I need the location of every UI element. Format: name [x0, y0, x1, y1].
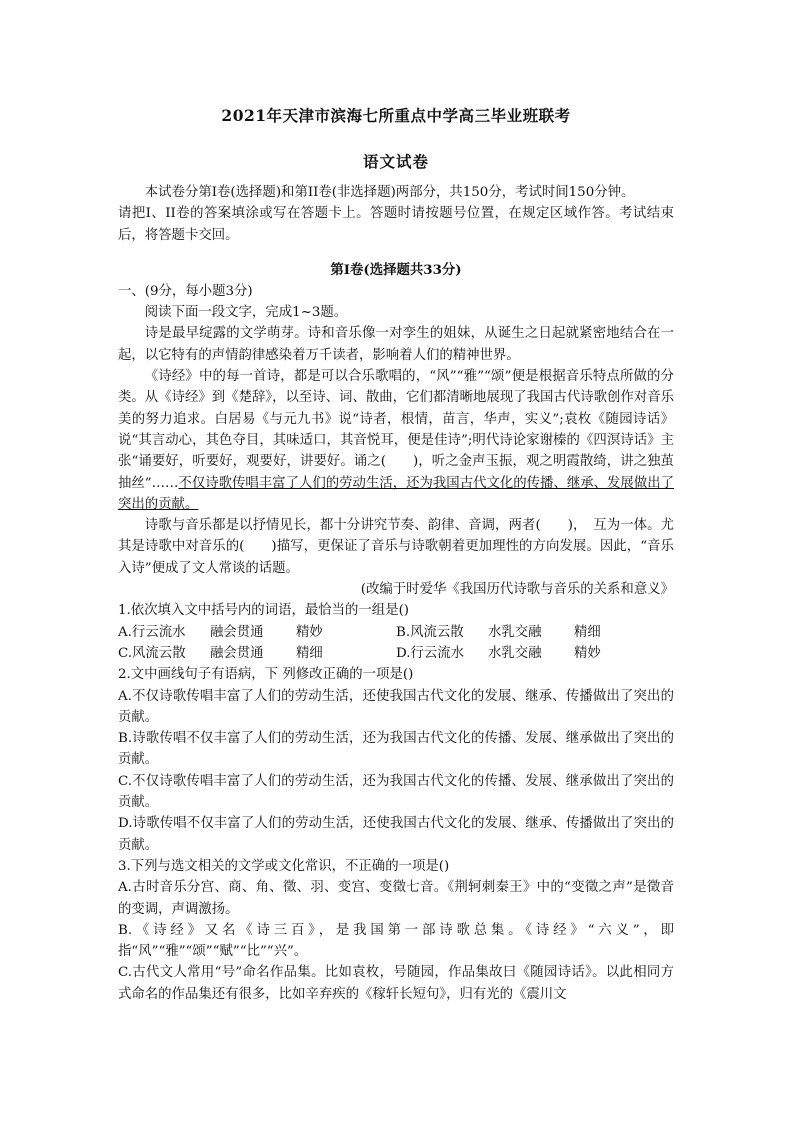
question-1-options-row-1 — [118, 622, 674, 643]
option-word-1: B.风流云散 — [396, 624, 464, 640]
passage-source: (改编于时爱华《我国历代诗歌与音乐的关系和意义》 — [360, 582, 674, 598]
question-1-option-c — [118, 643, 396, 664]
question-1-option-a — [118, 622, 396, 643]
exam-subtitle: 语文试卷 — [362, 152, 429, 171]
question-2-option-a: A.不仅诗歌传唱丰富了人们的劳动生活，还使我国古代文化的发展、继承、传播做出了突出的贡献。 — [118, 688, 674, 725]
question-1-option-d — [396, 643, 674, 664]
option-word-2: 水乳交融 — [488, 645, 542, 661]
question-1-stem: 1.依次填入文中括号内的词语，最恰当的一组是() — [118, 603, 410, 619]
passage-paragraph-1: 诗是最早绽露的文学萌芽。诗和音乐像一对孪生的姐妹，从诞生之日起就紧密地结合在一起，以它特有的声情韵律感染着万千读者，影响着人们的精神世界。 — [118, 326, 674, 363]
option-word-3: 精妙 — [574, 645, 601, 661]
exam-page — [118, 104, 674, 1005]
question-2-option-b: B.诗歌传唱不仅丰富了人们的劳动生活，还为我国古代文化的传播、发展、继承做出了突出的贡献。 — [118, 731, 674, 768]
intro-line-2: 请把I、II卷的答案填涂或写在答题卡上。答题时请按题号位置，在规定区域作答。考试结束后，将答题卡交回。 — [118, 206, 674, 243]
option-word-3: 精妙 — [296, 624, 323, 640]
question-1-option-b — [396, 622, 674, 643]
question-3-option-c: C.古代文人常用“号”命名作品集。比如袁枚，号随园，作品集故曰《随园诗话》。以此相同方式命名的作品集还有很多，比如辛弃疾的《稼轩长短句》，归有光的《震川文 — [118, 965, 674, 1002]
question-3-stem: 3.下列与选文相关的文学或文化常识，不正确的一项是() — [118, 858, 450, 874]
section1-label: 一、(9分，每小题3分) — [118, 283, 253, 299]
exam-title: 2021年天津市滨海七所重点中学高三毕业班联考 — [221, 106, 571, 125]
option-word-1: C.风流云散 — [118, 645, 186, 661]
underlined-sentence: 不仅诗歌传唱丰富了人们的劳动生活，还为我国古代文化的传播、继承、发展做出了突出的贡献。 — [118, 475, 674, 512]
option-word-2: 水乳交融 — [488, 624, 542, 640]
option-word-2: 融会贯通 — [210, 624, 264, 640]
part1-heading: 第I卷(选择题共33分) — [330, 261, 462, 278]
reading-instruction: 阅读下面一段文字，完成1~3题。 — [144, 305, 348, 321]
passage-paragraph-3: 诗歌与音乐都是以抒情见长，都十分讲究节奏、韵律、音调，两者( )， 互为一体。尤其是诗歌中对音乐的( )描写，更保证了音乐与诗歌朝着更加理性的方向发展。因此，“音乐入诗”便成了文人常谈的话题。 — [118, 518, 674, 576]
intro-line-1: 本试卷分第I卷(选择题)和第II卷(非选择题)两部分，共150分，考试时间150分钟。 — [144, 185, 635, 200]
option-word-1: A.行云流水 — [118, 624, 186, 640]
passage-paragraph-2 — [118, 366, 674, 515]
passage-paragraph-2-text: 《诗经》中的每一首诗，都是可以合乐歌唱的，“风”“雅”“颂”便是根据音乐特点所做的分类。从《诗经》到《楚辞》，以至诗、词、散曲，它们都清晰地展现了我国古代诗歌创作对音乐美的努力追求。白居易《与元九书》说“诗者，根情，苗言，华声，实义”;袁枚《随园诗话》说“其言动心，其色夺目，其味适口，其音悦耳，便是佳诗”;明代诗论家谢榛的《四溟诗话》主张“诵要好，听要好，观要好，讲要好。诵之( )，听之金声玉振，观之明霞散绮，讲之独茧抽丝”…… — [118, 369, 674, 491]
option-word-3: 精细 — [296, 645, 323, 661]
question-3-option-b: B.《诗经》又名《诗三百》，是我国第一部诗歌总集。《诗经》“六义”，即指“风”“雅”“颂”“赋”“比”“兴”。 — [118, 922, 674, 960]
question-2-option-c: C.不仅诗歌传唱丰富了人们的劳动生活，还为我国古代文化的传播、发展、继承做出了突出的贡献。 — [118, 773, 674, 811]
option-word-1: D.行云流水 — [396, 645, 465, 661]
question-2-stem: 2.文中画线句子有语病，下 列修改正确的一项是() — [118, 667, 414, 683]
option-word-3: 精细 — [574, 624, 601, 640]
question-3-option-a: A.古时音乐分宫、商、角、徵、羽、变宫、变徵七音。《荆轲刺秦王》中的“变徵之声”是徵音的变调，声调激扬。 — [118, 880, 674, 917]
option-word-2: 融会贯通 — [210, 645, 264, 661]
question-2-option-d: D.诗歌传唱不仅丰富了人们的劳动生活，还使我国古代文化的发展、继承、传播做出了突出的贡献。 — [118, 816, 674, 853]
question-1-options-row-2 — [118, 643, 674, 664]
